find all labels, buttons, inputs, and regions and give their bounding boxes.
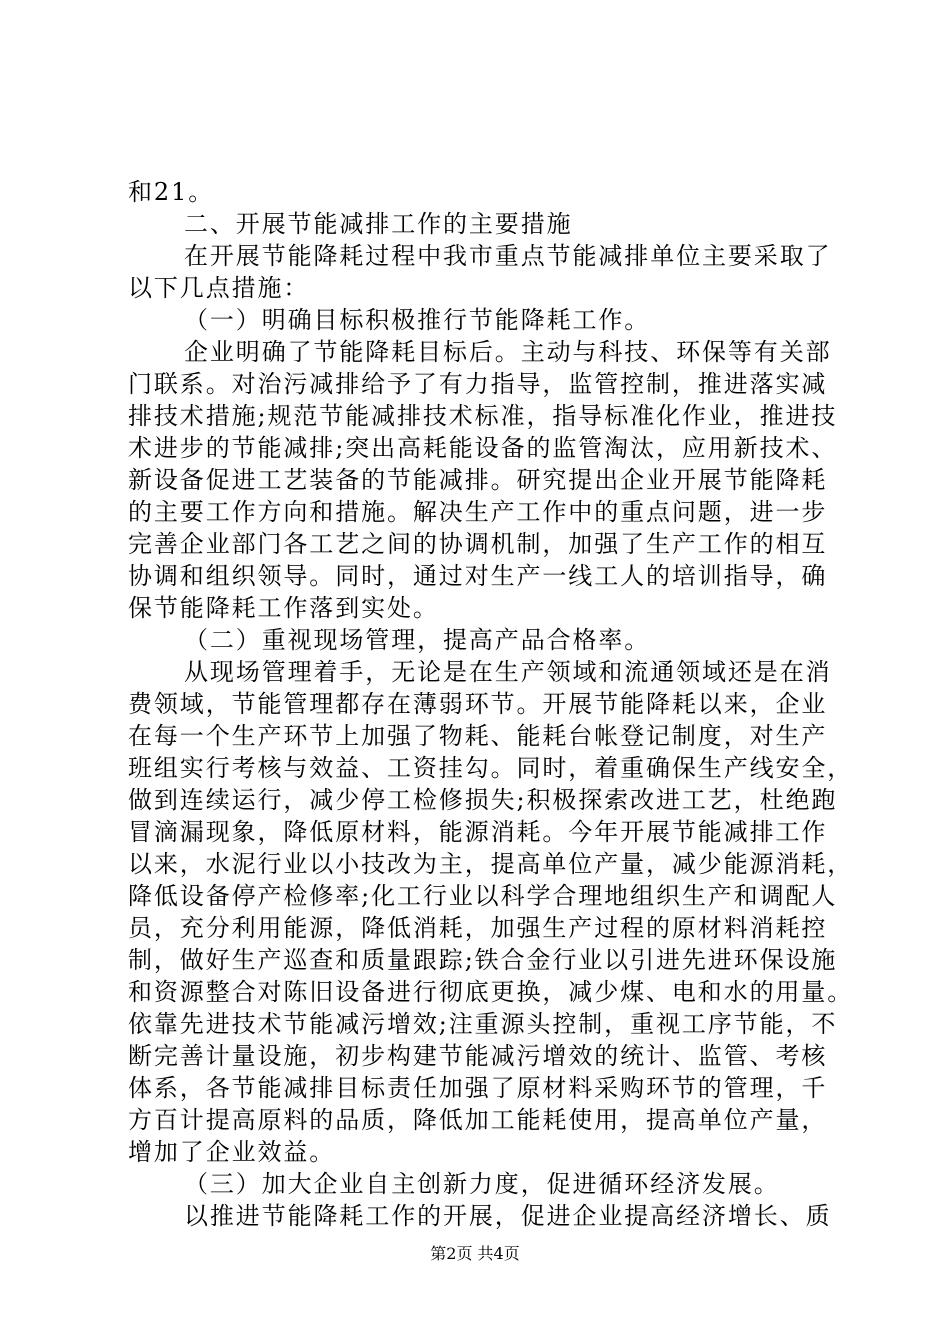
text-line: 费领域，节能管理都存在薄弱环节。开展节能降耗以来，企业: [128, 690, 828, 718]
text-line: （三）加大企业自主创新力度，促进循环经济发展。: [184, 1170, 780, 1198]
text-line: 新设备促进工艺装备的节能减排。研究提出企业开展节能降耗: [128, 466, 828, 494]
text-line: 制，做好生产巡查和质量跟踪;铁合金行业以引进先进环保设施: [128, 946, 838, 974]
text-line: 保节能降耗工作落到实处。: [128, 594, 439, 622]
text-line: 从现场管理着手，无论是在生产领域和流通领域还是在消: [184, 658, 832, 686]
text-line: 以来，水泥行业以小技改为主，提高单位产量，减少能源消耗，: [128, 850, 854, 878]
text-line: 以推进节能降耗工作的开展，促进企业提高经济增长、质: [184, 1202, 832, 1230]
text-line: 二、开展节能减排工作的主要措施: [184, 210, 573, 238]
page-footer: 第2页 共4页: [430, 1244, 520, 1263]
text-line: 完善企业部门各工艺之间的协调机制，加强了生产工作的相互: [128, 530, 828, 558]
text-line: 降低设备停产检修率;化工行业以科学合理地组织生产和调配人: [128, 882, 838, 910]
text-line: 依靠先进技术节能减污增效;注重源头控制，重视工序节能，不: [128, 1010, 838, 1038]
text-line: 排技术措施;规范节能减排技术标准，指导标准化作业，推进技: [128, 402, 838, 430]
text-line: 冒滴漏现象，降低原材料，能源消耗。今年开展节能减排工作: [128, 818, 828, 846]
text-line: 在每一个生产环节上加强了物耗、能耗台帐登记制度，对生产: [128, 722, 828, 750]
text-line: 术进步的节能减排;突出高耗能设备的监管淘汰，应用新技术、: [128, 434, 838, 462]
text-line: 的主要工作方向和措施。解决生产工作中的重点问题，进一步: [128, 498, 828, 526]
text-line: 增加了企业效益。: [128, 1138, 336, 1166]
text-line: 和21。: [128, 178, 215, 206]
text-line: （一）明确目标积极推行节能降耗工作。: [184, 306, 651, 334]
document-body: [128, 176, 854, 1232]
text-line: 门联系。对治污减排给予了有力指导，监管控制，推进落实减: [128, 370, 828, 398]
text-line: 和资源整合对陈旧设备进行彻底更换，减少煤、电和水的用量。: [128, 978, 854, 1006]
text-line: 体系，各节能减排目标责任加强了原材料采购环节的管理，千: [128, 1074, 828, 1102]
text-line: 班组实行考核与效益、工资挂勾。同时，着重确保生产线安全，: [128, 754, 854, 782]
text-line: （二）重视现场管理，提高产品合格率。: [184, 626, 651, 654]
text-line: 员，充分利用能源，降低消耗，加强生产过程的原材料消耗控: [128, 914, 828, 942]
text-line: 在开展节能降耗过程中我市重点节能减排单位主要采取了: [184, 242, 832, 270]
text-line: 断完善计量设施，初步构建节能减污增效的统计、监管、考核: [128, 1042, 828, 1070]
text-line: 企业明确了节能降耗目标后。主动与科技、环保等有关部: [184, 338, 832, 366]
text-line: 协调和组织领导。同时，通过对生产一线工人的培训指导，确: [128, 562, 828, 590]
text-line: 做到连续运行，减少停工检修损失;积极探索改进工艺，杜绝跑: [128, 786, 838, 814]
text-line: 方百计提高原料的品质，降低加工能耗使用，提高单位产量，: [128, 1106, 828, 1134]
text-line: 以下几点措施：: [128, 274, 310, 302]
